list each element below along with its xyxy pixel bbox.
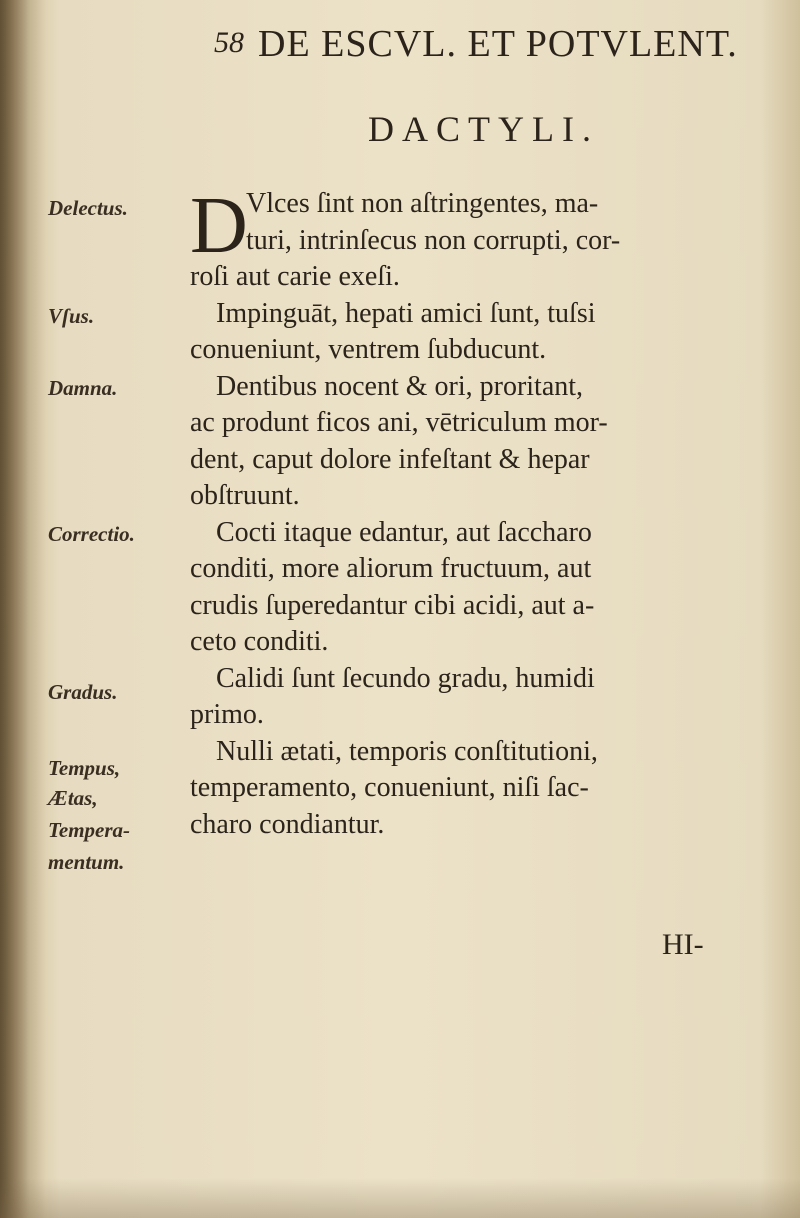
text-line: Calidi ſunt ſecundo gradu, humidi bbox=[216, 662, 595, 694]
margin-note-tempera: Tempera- bbox=[48, 818, 131, 842]
text-line: charo condiantur. bbox=[190, 808, 385, 840]
text-line: Vlces ſint non aſtringentes, ma- bbox=[246, 188, 599, 219]
text-line: temperamento, conueniunt, niſi ſac- bbox=[190, 772, 589, 803]
text-line: crudis ſuperedantur cibi acidi, aut a- bbox=[190, 589, 595, 621]
text-line: conueniunt, ventrem ſubducunt. bbox=[190, 334, 547, 365]
text-line: roſi aut carie exeſi. bbox=[190, 261, 400, 292]
page-number: 58 bbox=[214, 26, 244, 59]
margin-note-vsus: Vſus. bbox=[48, 304, 95, 328]
text-line: Impinguāt, hepati amici ſunt, tuſsi bbox=[216, 297, 596, 329]
margin-note-aetas: Ætas, bbox=[48, 786, 98, 810]
text-line: conditi, more aliorum fructuum, aut bbox=[190, 553, 592, 584]
text-line: ceto conditi. bbox=[190, 626, 329, 657]
catchword: HI- bbox=[662, 928, 704, 961]
margin-note-tempus: Tempus, bbox=[48, 756, 121, 780]
text-line: primo. bbox=[190, 699, 264, 730]
margin-note-delectus: Delectus. bbox=[48, 196, 128, 220]
body-text bbox=[190, 182, 745, 843]
running-title: DE ESCVL. ET POTVLENT. bbox=[258, 23, 738, 65]
text-line: Dentibus nocent & ori, proritant, bbox=[216, 370, 584, 402]
text-line: Cocti itaque edantur, aut ſaccharo bbox=[216, 516, 592, 548]
text-line: ac produnt ficos ani, vētriculum mor- bbox=[190, 407, 608, 438]
text-line: Nulli ætati, temporis conſtitutioni, bbox=[216, 735, 598, 767]
running-head bbox=[210, 22, 770, 72]
page-bottom-edge bbox=[0, 1178, 800, 1218]
text-line: obſtruunt. bbox=[190, 480, 300, 511]
margin-note-damna: Damna. bbox=[48, 376, 118, 400]
margin-note-mentum: mentum. bbox=[48, 850, 125, 874]
margin-note-correctio: Correctio. bbox=[48, 522, 135, 546]
text-line: turi, intrinſecus non corrupti, cor- bbox=[246, 224, 621, 256]
margin-note-gradus: Gradus. bbox=[48, 680, 118, 704]
text-line: dent, caput dolore infeſtant & hepar bbox=[190, 443, 590, 475]
section-title: DACTYLI. bbox=[368, 109, 599, 149]
gutter-shadow bbox=[0, 0, 46, 1218]
drop-cap: D bbox=[190, 182, 248, 270]
